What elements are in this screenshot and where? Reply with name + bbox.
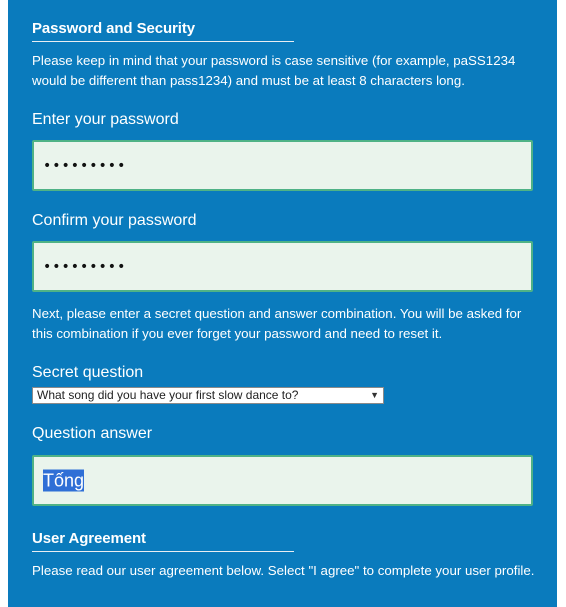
registration-panel (8, 0, 557, 607)
secret-question-label: Secret question (32, 364, 144, 381)
confirm-password-input-value: ••••••••• (43, 258, 127, 275)
confirm-password-label: Confirm your password (32, 212, 197, 229)
password-input[interactable] (32, 140, 533, 191)
question-answer-input[interactable] (32, 455, 533, 506)
question-answer-value (43, 470, 84, 491)
enter-password-label: Enter your password (32, 111, 179, 128)
user-agreement-title: User Agreement (32, 530, 294, 552)
secret-question-selected: What song did you have your first slow dance to? (37, 388, 299, 402)
secret-question-select[interactable] (32, 387, 384, 404)
password-requirements-note: Please keep in mind that your password is case sensitive (for example, paSS1234 would be different than pass1234) and must be at least 8 characters long. (32, 53, 516, 88)
question-answer-label: Question answer (32, 425, 153, 442)
confirm-password-input[interactable] (32, 241, 533, 292)
password-input-value: ••••••••• (43, 157, 127, 174)
user-agreement-note: Please read our user agreement below. Select "I agree" to complete your user profile. (32, 563, 535, 578)
selected-answer-text: Tống (43, 470, 85, 490)
secret-question-note: Next, please enter a secret question and answer combination. You will be asked for this combination if you ever forget your password and need to reset it. (32, 306, 522, 341)
password-section-title: Password and Security (32, 20, 294, 42)
chevron-down-icon[interactable]: ▼ (370, 390, 379, 400)
